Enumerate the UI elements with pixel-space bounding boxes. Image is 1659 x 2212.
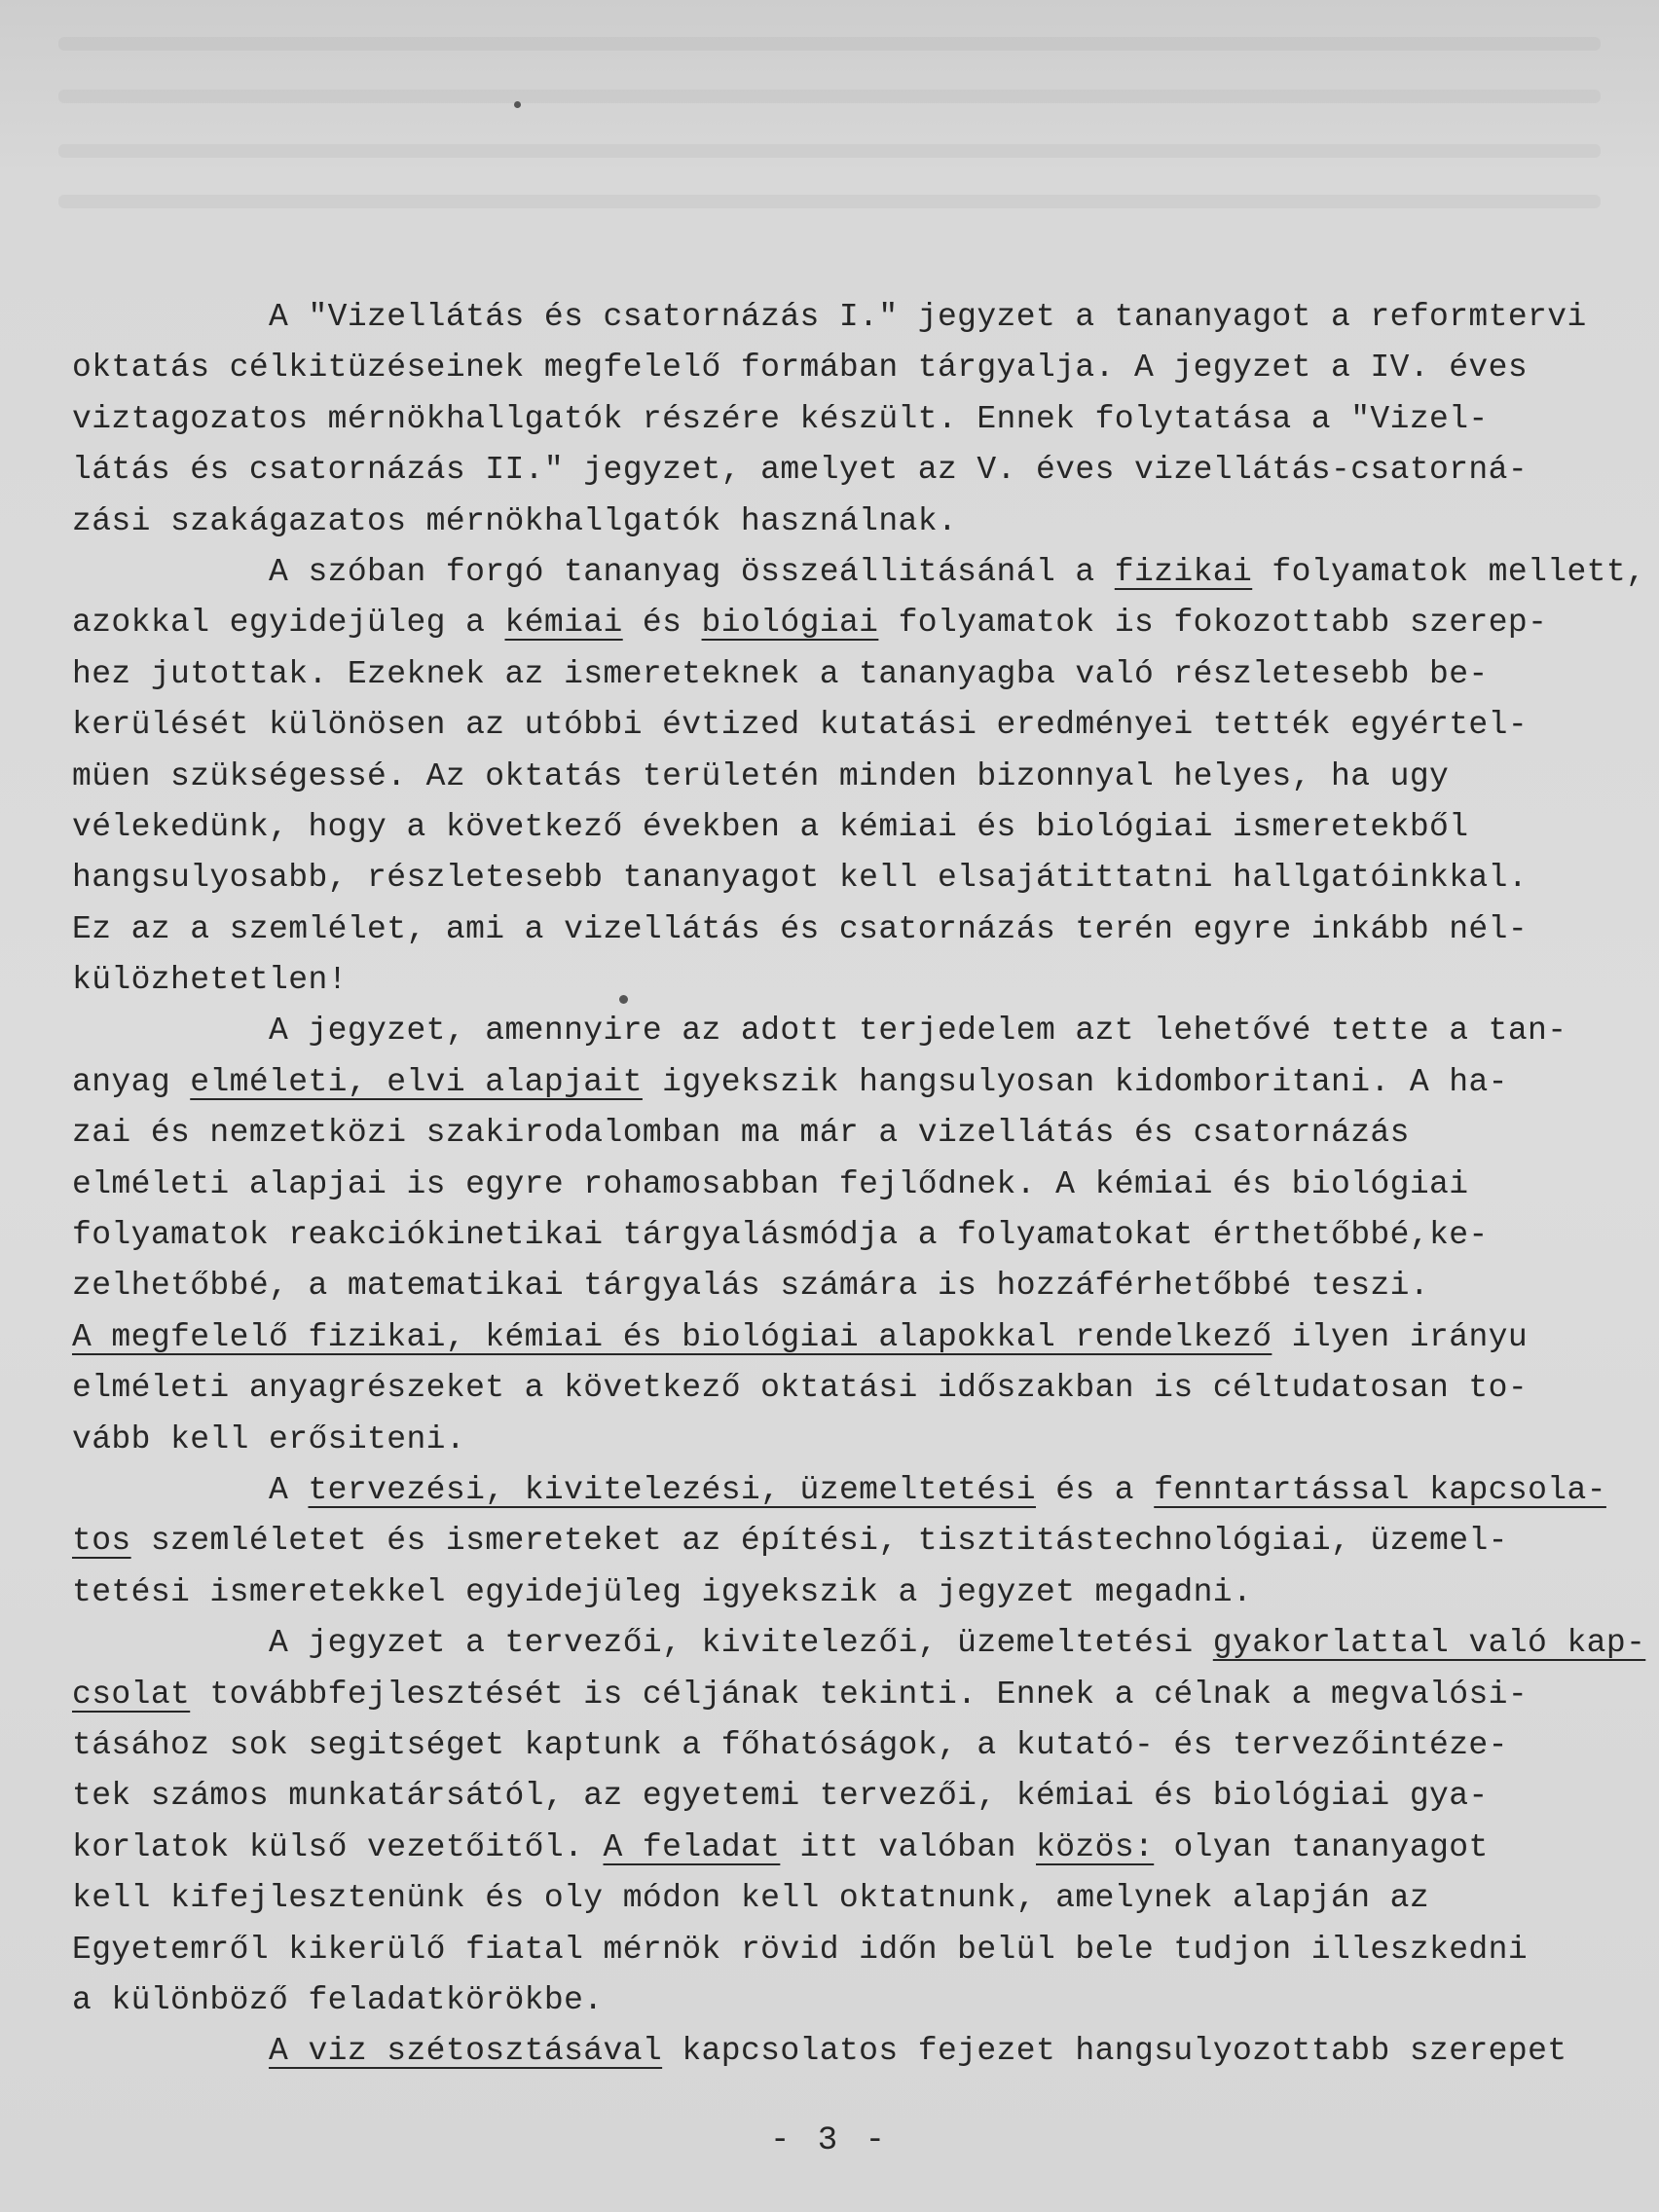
underlined-text: fenntartással kapcsola-	[1154, 1471, 1606, 1508]
text-segment: és	[622, 605, 702, 642]
text-line	[72, 1720, 1601, 1771]
text-segment: zelhetőbbé, a matematikai tárgyalás számára is hozzáférhetőbbé teszi.	[72, 1268, 1430, 1305]
text-segment: A jegyzet a tervezői, kivitelezői, üzemeltetési	[72, 1625, 1213, 1662]
text-line	[72, 904, 1601, 955]
text-segment: korlatok külső vezetőitől.	[72, 1828, 604, 1865]
underlined-text: tervezési, kivitelezési, üzemeltetési	[308, 1471, 1036, 1508]
text-line	[72, 1160, 1601, 1210]
text-segment: zási szakágazatos mérnökhallgatók használnak.	[72, 502, 958, 539]
text-segment: folyamatok is fokozottabb szerep-	[878, 605, 1548, 642]
underlined-text: csolat	[72, 1676, 191, 1713]
text-line	[72, 649, 1601, 700]
text-line	[72, 1670, 1601, 1720]
bleed-through-line	[58, 90, 1601, 103]
text-segment: vább kell erősiteni.	[72, 1420, 466, 1457]
text-line	[72, 1618, 1646, 1669]
underlined-text: kémiai	[504, 605, 623, 642]
text-segment: viztagozatos mérnökhallgatók részére készült. Ennek folytatása a "Vizel-	[72, 400, 1489, 437]
text-segment: elméleti alapjai is egyre rohamosabban fejlődnek. A kémiai és biológiai	[72, 1165, 1469, 1202]
underlined-text: A viz szétosztásával	[269, 2033, 663, 2070]
text-line	[72, 497, 1601, 547]
text-line	[72, 394, 1601, 445]
underlined-text: közös:	[1036, 1828, 1155, 1865]
text-segment: A szóban forgó tananyag összeállitásánál a	[72, 553, 1115, 590]
text-line	[72, 853, 1601, 903]
text-segment: kapcsolatos fejezet hangsulyozottabb szerepet	[662, 2033, 1567, 2070]
text-line	[72, 802, 1601, 853]
text-segment: oktatás célkitüzéseinek megfelelő formában tárgyalja. A jegyzet a IV. éves	[72, 350, 1529, 387]
text-line	[72, 1312, 1601, 1363]
page-number: - 3 -	[769, 2122, 890, 2159]
text-segment: vélekedünk, hogy a következő években a kémiai és biológiai ismeretekből	[72, 808, 1469, 845]
text-segment: folyamatok mellett,	[1252, 553, 1646, 590]
underlined-text: fizikai	[1114, 553, 1253, 590]
text-line	[72, 1363, 1601, 1414]
text-line	[72, 1261, 1601, 1311]
text-segment: hez jutottak. Ezeknek az ismereteknek a tananyagba való részletesebb be-	[72, 655, 1489, 692]
text-segment: anyag	[72, 1063, 191, 1100]
text-segment: itt valóban	[780, 1828, 1036, 1865]
text-line	[72, 1415, 1601, 1465]
text-segment: Egyetemről kikerülő fiatal mérnök rövid időn belül bele tudjon illeszkedni	[72, 1931, 1529, 1968]
text-line	[72, 1771, 1601, 1822]
text-segment: kell kifejlesztenünk és oly módon kell oktatnunk, amelynek alapján az	[72, 1880, 1430, 1917]
bleed-through-line	[58, 144, 1601, 158]
underlined-text: elméleti, elvi alapjait	[190, 1063, 643, 1100]
text-segment: igyekszik hangsulyosan kidomboritani. A ha-	[642, 1063, 1508, 1100]
text-segment: külözhetetlen!	[72, 962, 348, 999]
text-segment: ilyen irányu	[1272, 1318, 1529, 1355]
text-segment: azokkal egyidejüleg a	[72, 605, 505, 642]
text-line	[72, 752, 1601, 802]
bleed-through-line	[58, 37, 1601, 51]
text-line	[72, 700, 1601, 751]
text-segment: olyan tananyagot	[1154, 1828, 1489, 1865]
text-line	[72, 1823, 1601, 1873]
text-line	[72, 1925, 1601, 1975]
text-line	[72, 292, 1601, 343]
text-segment: zai és nemzetközi szakirodalomban ma már a vizellátás és csatornázás	[72, 1115, 1410, 1152]
underlined-text: gyakorlattal való kap-	[1212, 1625, 1646, 1662]
text-line	[72, 445, 1601, 496]
text-segment: müen szükségessé. Az oktatás területén minden bizonnyal helyes, ha ugy	[72, 757, 1450, 794]
text-segment: és a	[1035, 1471, 1155, 1508]
underlined-text: tos	[72, 1523, 131, 1560]
text-segment: folyamatok reakciókinetikai tárgyalásmódja a folyamatokat érthetőbbé,ke-	[72, 1217, 1489, 1254]
body-text	[72, 292, 1646, 2078]
text-segment: látás és csatornázás II." jegyzet, amelyet az V. éves vizellátás-csatorná-	[72, 452, 1529, 489]
text-line	[72, 1975, 1601, 2026]
text-line	[72, 343, 1601, 393]
underlined-text: A feladat	[603, 1828, 781, 1865]
text-segment: elméleti anyagrészeket a következő oktatási időszakban is céltudatosan to-	[72, 1370, 1529, 1407]
text-segment: hangsulyosabb, részletesebb tananyagot kell elsajátittatni hallgatóinkkal.	[72, 860, 1529, 897]
paper-speck	[514, 101, 521, 108]
text-line	[72, 1108, 1601, 1159]
text-segment: tetési ismeretekkel egyidejüleg igyekszik a jegyzet megadni.	[72, 1573, 1253, 1610]
text-segment: szemléletet és ismereteket az építési, tisztitástechnológiai, üzemel-	[130, 1523, 1508, 1560]
text-line	[72, 1057, 1601, 1108]
text-line	[72, 1006, 1601, 1056]
text-segment: kerülését különösen az utóbbi évtized kutatási eredményei tették egyértel-	[72, 707, 1529, 744]
text-line	[72, 1516, 1601, 1567]
underlined-text: biológiai	[701, 605, 879, 642]
text-segment: továbbfejlesztését is céljának tekinti. Ennek a célnak a megvalósi-	[190, 1676, 1529, 1713]
text-segment	[72, 2033, 269, 2069]
text-segment: A jegyzet, amennyire az adott terjedelem azt lehetővé tette a tan-	[72, 1013, 1567, 1050]
text-segment: Ez az a szemlélet, ami a vizellátás és csatornázás terén egyre inkább nél-	[72, 910, 1529, 947]
text-line	[72, 1465, 1606, 1516]
text-line	[72, 1210, 1601, 1261]
text-line	[72, 1567, 1601, 1618]
text-line	[72, 1873, 1601, 1924]
text-segment: tásához sok segitséget kaptunk a főhatóságok, a kutató- és tervezőintéze-	[72, 1726, 1508, 1763]
text-segment: A	[72, 1471, 309, 1508]
text-line	[72, 598, 1601, 648]
bleed-through-line	[58, 195, 1601, 208]
text-line	[72, 955, 1601, 1006]
underlined-text: A megfelelő fizikai, kémiai és biológiai alapokkal rendelkező	[72, 1318, 1272, 1355]
text-segment: tek számos munkatársától, az egyetemi tervezői, kémiai és biológiai gya-	[72, 1778, 1489, 1815]
text-segment: a különböző feladatkörökbe.	[72, 1981, 604, 2018]
text-line	[72, 547, 1646, 598]
text-line	[72, 2026, 1601, 2077]
text-segment: A "Vizellátás és csatornázás I." jegyzet a tananyagot a reformtervi	[72, 299, 1587, 335]
